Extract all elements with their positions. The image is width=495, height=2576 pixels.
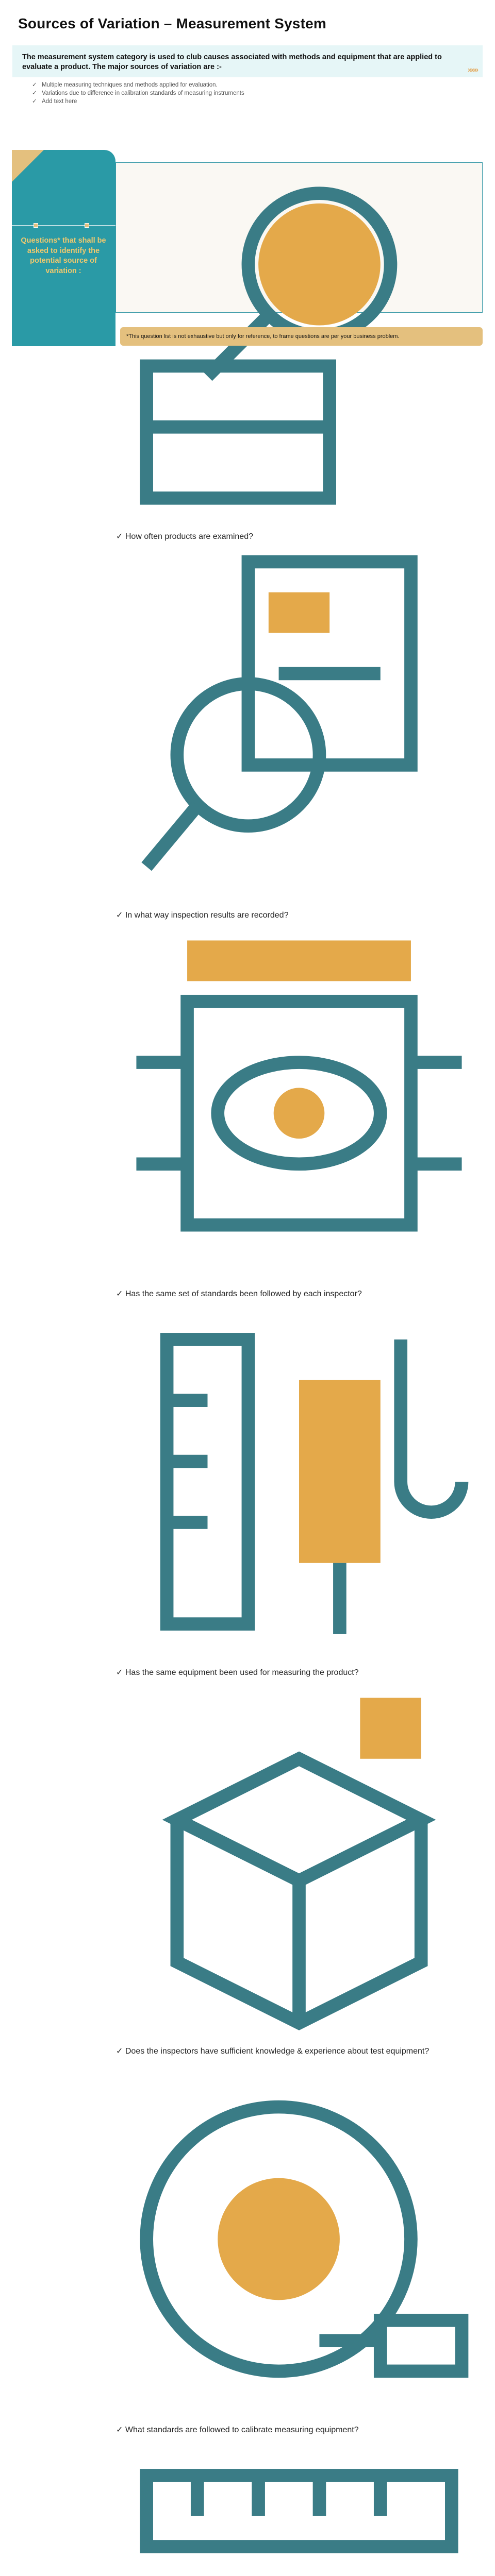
tape-measure-icon: [116, 2056, 482, 2422]
divider-marker: [34, 223, 38, 228]
question-item: [116, 2435, 482, 2576]
question-text: In what way inspection results are recorded?: [125, 911, 289, 920]
check-icon: ✓: [116, 1290, 123, 1298]
corner-accent: [12, 150, 44, 182]
panel-divider: [12, 225, 116, 226]
list-item: ✓ Multiple measuring techniques and methods applied for evaluation.: [32, 82, 218, 88]
check-icon: ✓: [116, 2047, 123, 2056]
measuring-tools-icon: [116, 1299, 482, 1665]
footnote-text: *This question list is not exhaustive but only for reference, to frame questions are per your business problem.: [126, 333, 400, 340]
list-item: ✓ Add text here: [32, 98, 77, 105]
divider-marker: [85, 223, 89, 228]
question-item: [116, 2056, 482, 2435]
question-item: [116, 920, 482, 1299]
check-icon: ✓: [116, 911, 123, 920]
panel-heading: Questions* that shall be asked to identify the potential source of variation :: [21, 236, 106, 275]
footnote-box: [120, 327, 483, 346]
eye-chip-icon: [116, 920, 482, 1286]
magnifier-box-icon: [116, 163, 482, 529]
question-text: Has the same equipment been used for measuring the product?: [125, 1668, 359, 1677]
question-item: [116, 163, 482, 541]
page-title: Sources of Variation – Measurement System: [18, 15, 326, 31]
check-icon: ✓: [32, 82, 37, 88]
check-icon: ✓: [116, 1668, 123, 1677]
list-item: ✓ Variations due to difference in calibration standards of measuring instruments: [32, 90, 244, 96]
question-text: Does the inspectors have sufficient knowledge & experience about test equipment?: [125, 2047, 430, 2056]
inspection-document-icon: [116, 541, 482, 907]
check-icon: ✓: [116, 2426, 123, 2434]
check-icon: ✓: [32, 90, 37, 96]
bullet-list: [32, 81, 244, 106]
question-item: [116, 1677, 482, 2056]
ruler-icon: [116, 2435, 482, 2576]
open-box-icon: [116, 1677, 482, 2043]
check-icon: ✓: [32, 98, 37, 105]
check-icon: ✓: [116, 532, 123, 541]
question-item: [116, 1299, 482, 1677]
question-text: How often products are examined?: [125, 532, 253, 541]
question-text: What standards are followed to calibrate measuring equipment?: [125, 2426, 359, 2434]
intro-box: [12, 45, 483, 77]
chevrons-icon: »»»: [467, 65, 477, 74]
question-text: Has the same set of standards been followed by each inspector?: [125, 1290, 362, 1298]
question-item: [116, 541, 482, 920]
intro-text: The measurement system category is used to club causes associated with methods and equipment that are applied to evaluate a product. The major sources of variation are :-: [22, 53, 442, 71]
